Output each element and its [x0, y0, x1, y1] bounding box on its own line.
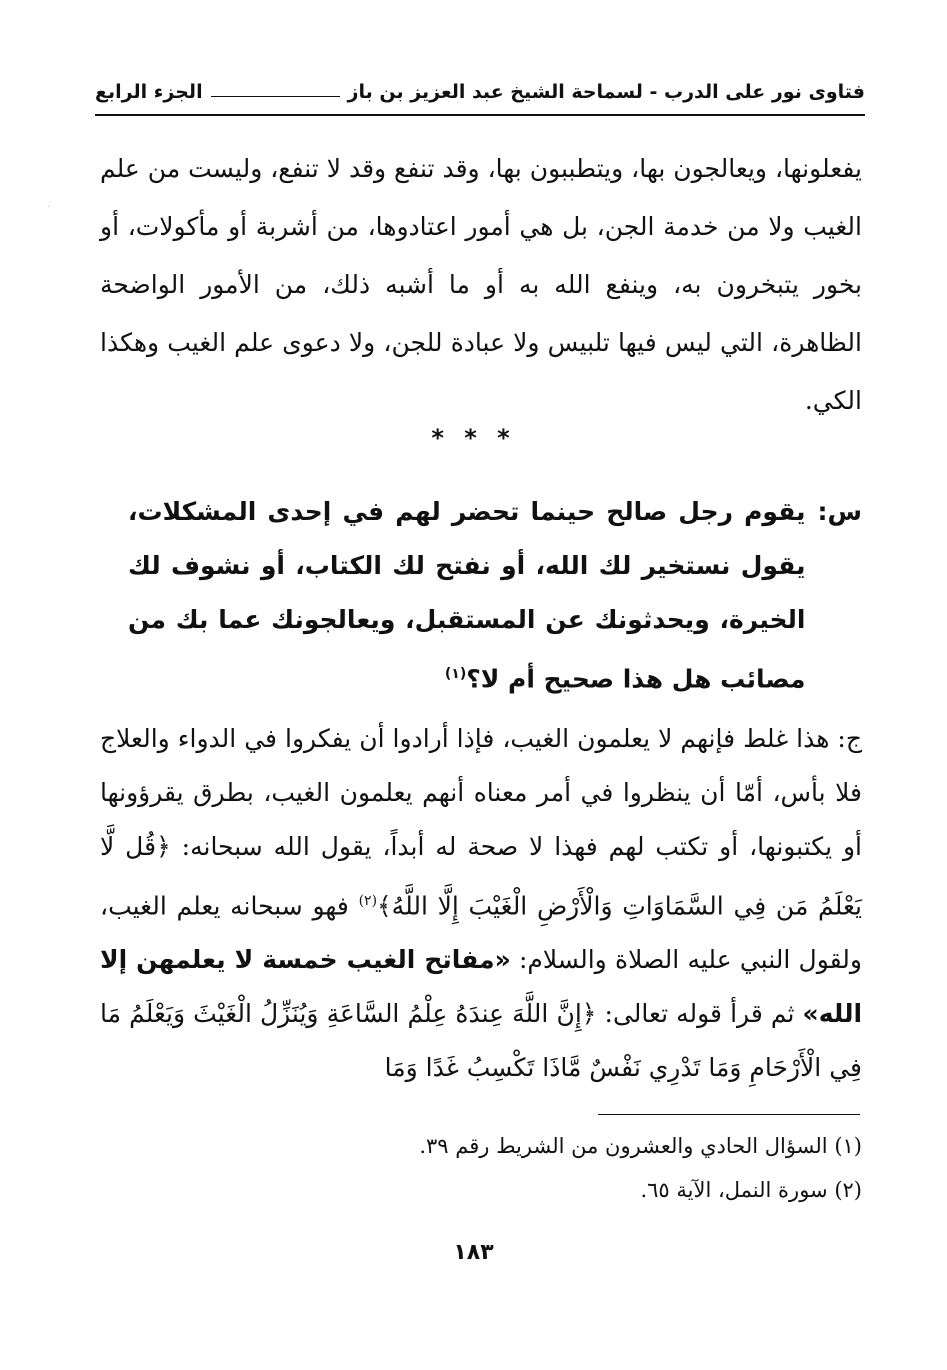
- section-separator: * * *: [431, 424, 516, 452]
- question-text-wrapper: [128, 485, 806, 706]
- question-block: [128, 485, 862, 706]
- footnote-1: (١) السؤال الحادي والعشرون من الشريط رقم ٣٩.: [419, 1134, 862, 1158]
- answer-paragraph: [100, 712, 862, 1095]
- margin-speck: [48, 206, 49, 207]
- hadith-quote: «مفاتح الغيب خمسة لا يعلمهن إلا الله»: [100, 945, 863, 1029]
- answer-text-1: ج: هذا غلط فإنهم لا يعلمون الغيب، فإذا أرادوا أن يفكروا في الدواء والعلاج فلا بأس، أمّا أن ينظروا في أمر معناه أنهم يعلمون الغيب، بطرق يقرؤونها أو يكتبونها، أو تكتب لهم فهذا لا صحة له أبداً، يقول الله سبحانه:: [100, 724, 862, 861]
- quran-verse-2: ﴿إِنَّ اللَّهَ عِندَهُ عِلْمُ السَّاعَةِ وَيُنَزِّلُ الْغَيْثَ وَيَعْلَمُ مَا فِي الْأَرْحَامِ وَمَا تَدْرِي نَفْسٌ مَّاذَا تَكْسِبُ غَدًا وَمَا: [100, 999, 862, 1083]
- footnote-2: (٢) سورة النمل، الآية ٦٥.: [640, 1178, 862, 1202]
- header-divider: [95, 114, 865, 116]
- header-dash-rule: [211, 96, 340, 97]
- header-volume: الجزء الرابع: [95, 81, 203, 103]
- paragraph-continued: يفعلونها، ويعالجون بها، ويتطببون بها، وقد تنفع وقد لا تنفع، وليست من علم الغيب ولا من خدمة الجن، بل هي أمور اعتادوها، من أشربة أو مأكولات، أو بخور يتبخرون به، وينفع الله به أو ما أشبه ذلك، من الأمور الواضحة الظاهرة، التي ليس فيها تلبيس ولا عبادة للجن، ولا دعوى علم الغيب وهكذا الكي.: [100, 154, 862, 415]
- verse-footnote-ref: (٢): [358, 893, 378, 909]
- running-header: [95, 74, 865, 110]
- footnote-divider: [598, 1114, 860, 1115]
- question-label: س:: [817, 497, 862, 526]
- header-book-title: فتاوى نور على الدرب - لسماحة الشيخ عبد العزيز بن باز: [347, 81, 865, 103]
- question-footnote-ref: (١): [444, 666, 467, 682]
- answer-text-2: فهو سبحانه يعلم الغيب، ولقول النبي عليه الصلاة والسلام:: [100, 891, 862, 975]
- question-text: يقوم رجل صالح حينما تحضر لهم في إحدى المشكلات، يقول نستخير لك الله، أو نفتح لك الكتاب، أو نشوف لك الخيرة، ويحدثونك عن المستقبل، ويعالجونك عما بك من مصائب هل هذا صحيح أم لا؟: [128, 497, 806, 694]
- page-number: ١٨٣: [453, 1240, 494, 1265]
- footnotes: [300, 1124, 862, 1212]
- quran-verse-1: ﴿قُل لَّا يَعْلَمُ مَن فِي السَّمَاوَاتِ وَالْأَرْضِ الْغَيْبَ إِلَّا اللَّهُ﴾: [100, 832, 862, 921]
- answer-text-3: ثم قرأ قوله تعالى:: [604, 999, 795, 1029]
